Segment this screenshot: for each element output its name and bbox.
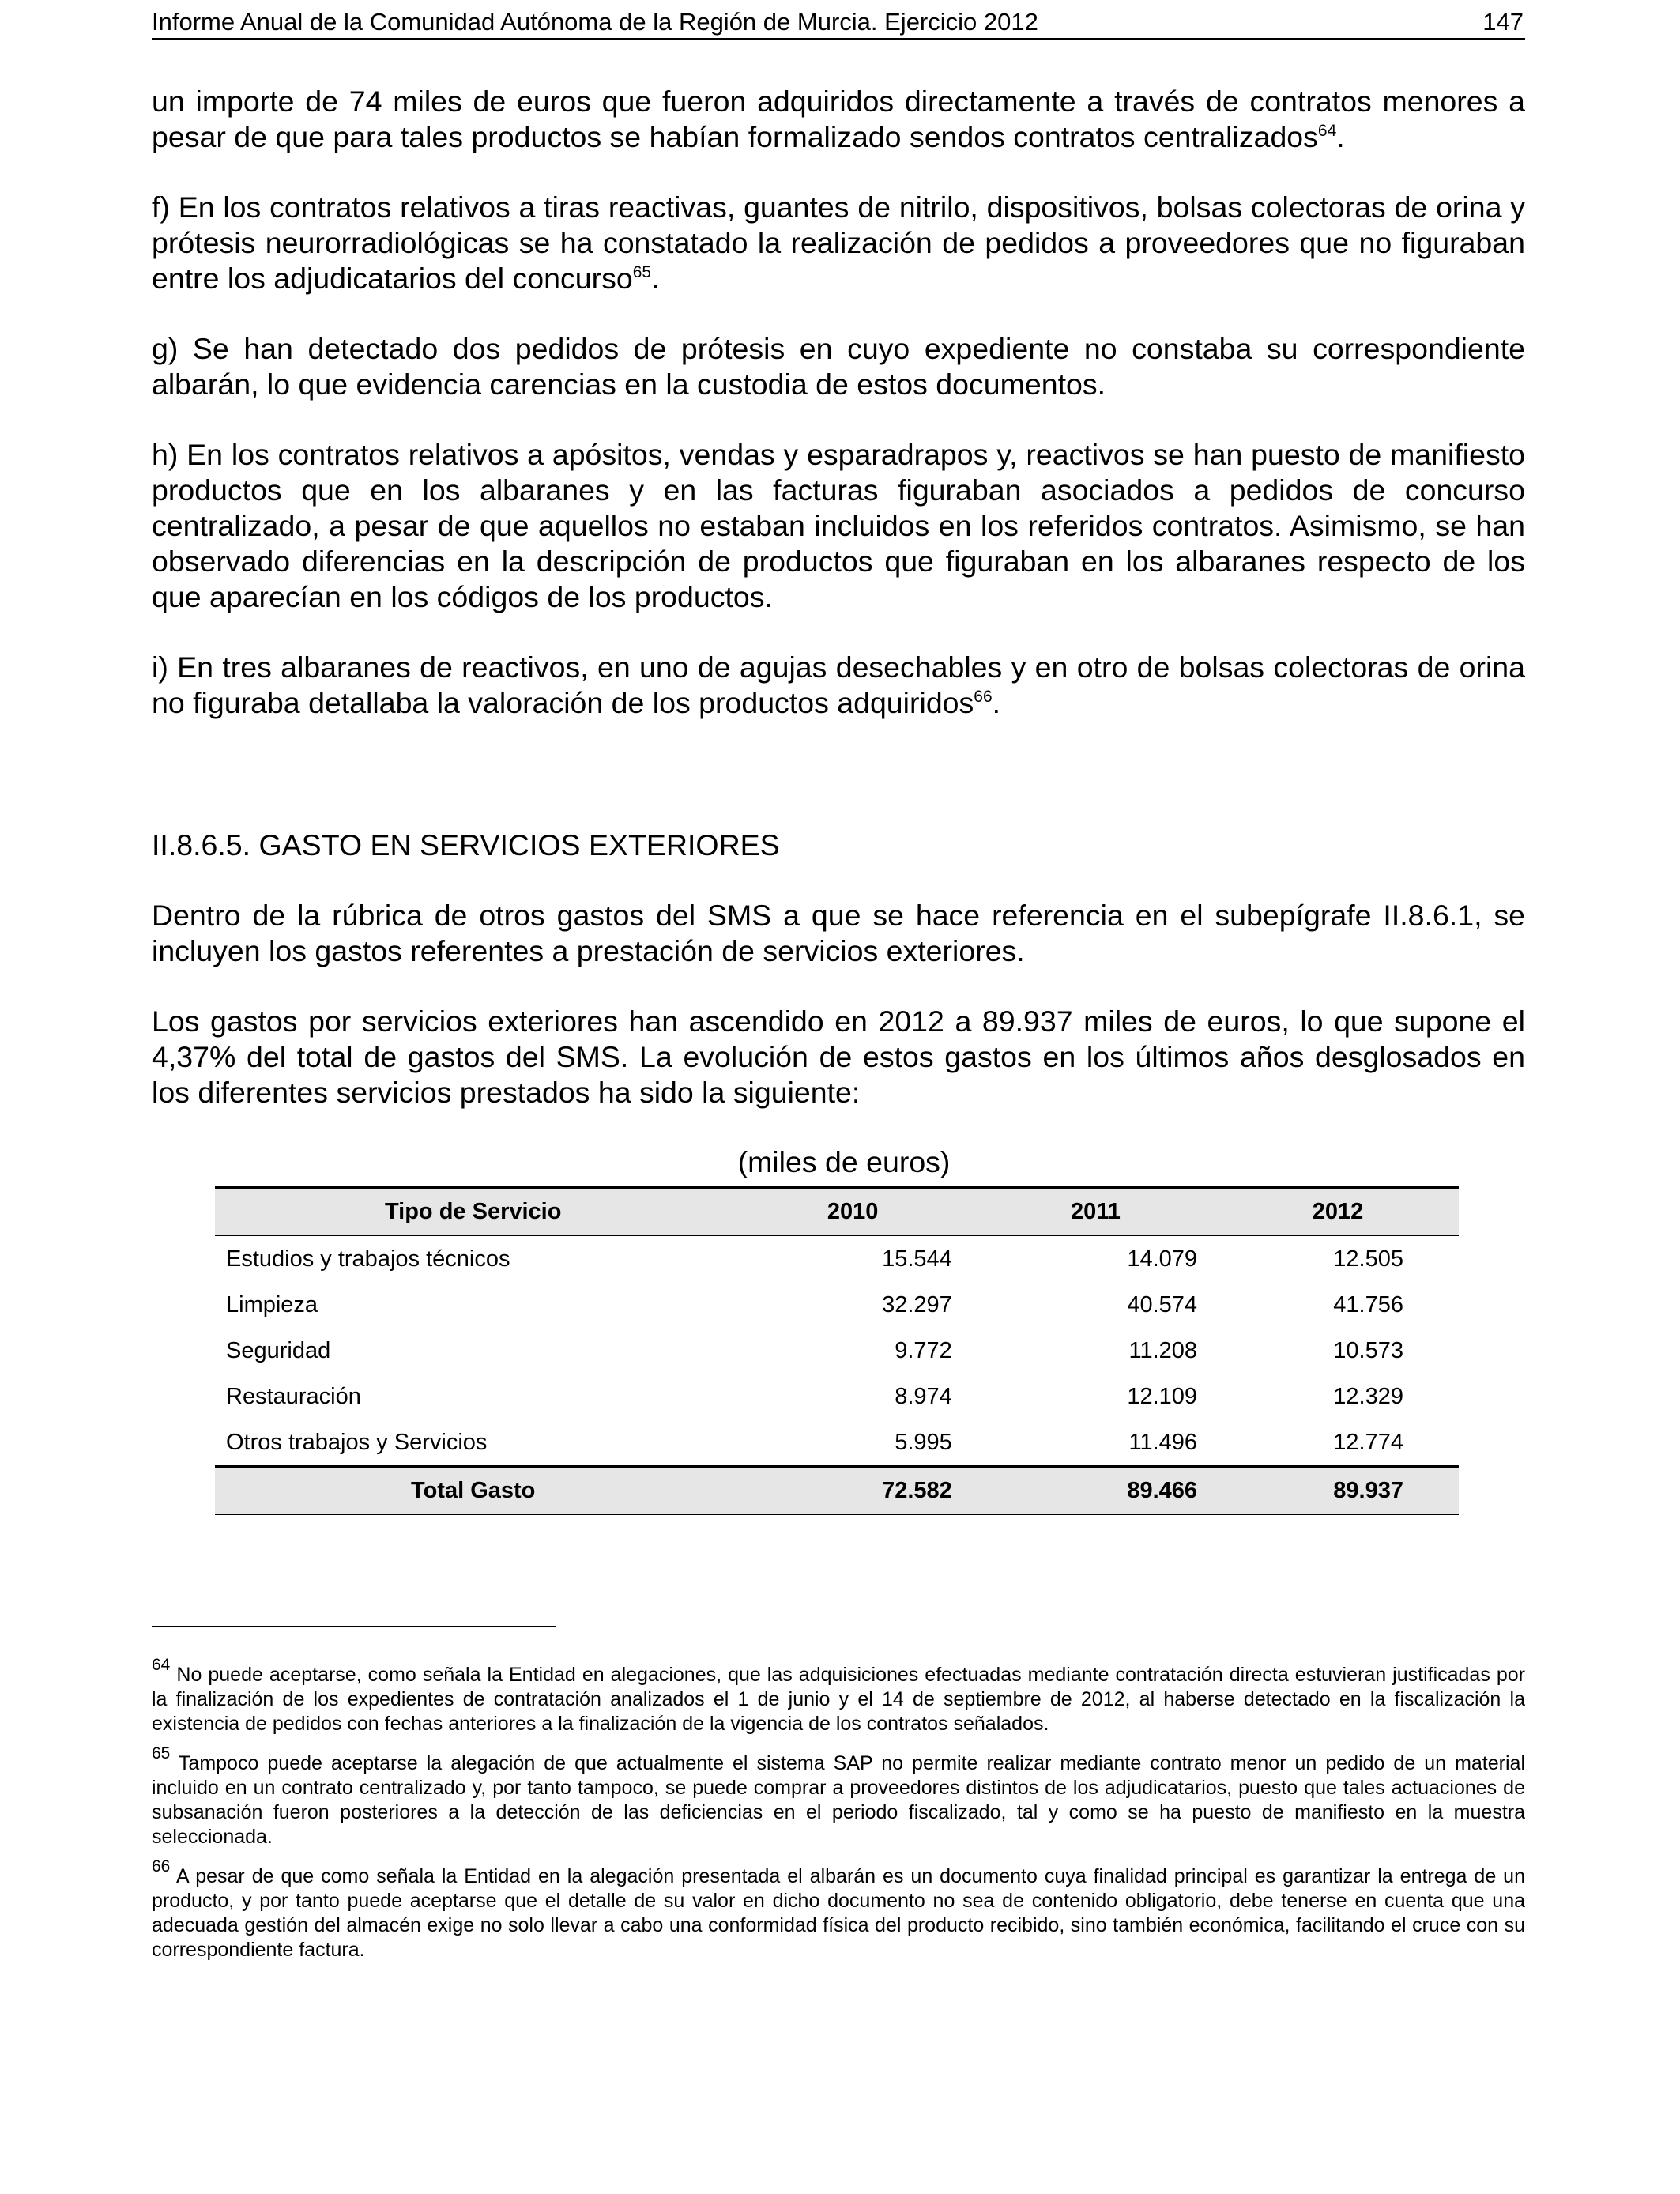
paragraph: Dentro de la rúbrica de otros gastos del SMS a que se hace referencia en el subepígrafe II.8.6.1, se incluyen los gastos referentes a prestación de servicios exteriores. bbox=[152, 899, 1525, 967]
cell-total-value: 72.582 bbox=[731, 1467, 974, 1515]
page-number: 147 bbox=[1482, 8, 1524, 36]
header-cell: 2012 bbox=[1217, 1187, 1459, 1235]
header-cell: 2011 bbox=[974, 1187, 1217, 1235]
footnote: $^{65}$ Tampoco puede aceptarse la alegación de que actualmente el sistema SAP no permite realizar mediante contrato menor un pedido de un material incluido en un contrato centralizado y, por tanto tampoco, se puede comprar a proveedores distintos de los adjudicatarios, puesto que tales actuaciones de subsanación fueron posteriores a la detección de las deficiencias en el periodo fiscalizado, tal y como se ha puesto de manifiesto en la muestra seleccionada. bbox=[152, 1744, 1525, 1848]
footnote-ref[interactable]: 64 bbox=[1317, 122, 1337, 140]
cell-value: 12.329 bbox=[1333, 1383, 1403, 1409]
cell-value: 15.544 bbox=[882, 1246, 952, 1272]
table-total-row bbox=[215, 1467, 1459, 1515]
cell-value: 12.109 bbox=[1127, 1383, 1198, 1409]
table-row bbox=[215, 1419, 1459, 1467]
cell-value: 9.772 bbox=[895, 1337, 952, 1363]
table-caption: (miles de euros) bbox=[737, 1145, 951, 1178]
cell-service: Estudios y trabajos técnicos bbox=[226, 1246, 510, 1272]
services-table bbox=[215, 1186, 1459, 1515]
footnote-number: 66 bbox=[152, 1857, 171, 1875]
table-row bbox=[215, 1282, 1459, 1328]
cell-value: 40.574 bbox=[1127, 1291, 1198, 1318]
cell-total-value: 89.466 bbox=[974, 1467, 1217, 1515]
paragraph: f) En los contratos relativos a tiras reactivas, guantes de nitrilo, dispositivos, bolsas colectoras de orina y prótesis neurorradiológicas se ha constatado la realización de pedidos a proveedores que no figuraban entre los adjudicatarios del concurso$^{65}$. bbox=[152, 190, 1525, 295]
cell-total-label: Total Gasto bbox=[215, 1467, 731, 1515]
cell-service: Otros trabajos y Servicios bbox=[226, 1429, 488, 1455]
cell-total-value: 89.937 bbox=[1217, 1467, 1459, 1515]
paragraph: un importe de 74 miles de euros que fueron adquiridos directamente a través de contratos menores a pesar de que para tales productos se habían formalizado sendos contratos centralizados$^{64}$. bbox=[152, 85, 1525, 153]
cell-value: 32.297 bbox=[882, 1291, 952, 1318]
cell-value: 12.774 bbox=[1333, 1429, 1403, 1455]
cell-value: 11.496 bbox=[1128, 1429, 1198, 1455]
paragraph: h) En los contratos relativos a apósitos, vendas y esparadrapos y, reactivos se han puesto de manifiesto productos que en los albaranes y en las facturas figuraban asociados a pedidos de concurso centralizado, a pesar de que aquellos no estaban incluidos en los referidos contratos. Asimismo, se han observado diferencias en la descripción de productos que figuraban en los albaranes respecto de los que aparecían en los códigos de los productos. bbox=[152, 438, 1525, 613]
table-row bbox=[215, 1328, 1459, 1374]
cell-service: Seguridad bbox=[226, 1337, 331, 1363]
header-title: Informe Anual de la Comunidad Autónoma de la Región de Murcia. Ejercicio 2012 bbox=[152, 8, 1038, 36]
footnote-ref[interactable]: 66 bbox=[974, 688, 993, 706]
footnote-number: 64 bbox=[152, 1656, 171, 1674]
footnote: $^{66}$ A pesar de que como señala la Entidad en la alegación presentada el albarán es un documento cuya finalidad principal es garantizar la entrega de un producto, y por tanto puede aceptarse que el detalle de su valor en dicho documento no sea de contenido obligatorio, debe tenerse en cuenta que una adecuada gestión del almacén exige no solo llevar a cabo una conformidad física del producto recibido, sino también económica, facilitando el cruce con su correspondiente factura. bbox=[152, 1857, 1525, 1961]
section-title: II.8.6.5. GASTO EN SERVICIOS EXTERIORES bbox=[152, 828, 780, 861]
cell-value: 8.974 bbox=[895, 1383, 952, 1409]
footnotes bbox=[152, 1656, 1525, 1962]
header-cell: 2010 bbox=[731, 1187, 974, 1235]
main-text bbox=[152, 84, 1525, 1180]
table-row bbox=[215, 1235, 1459, 1282]
table-header-row bbox=[215, 1187, 1459, 1235]
cell-value: 14.079 bbox=[1127, 1246, 1198, 1272]
paragraph: g) Se han detectado dos pedidos de prótesis en cuyo expediente no constaba su correspondiente albarán, lo que evidencia carencias en la custodia de estos documentos. bbox=[152, 332, 1525, 401]
paragraph: Los gastos por servicios exteriores han ascendido en 2012 a 89.937 miles de euros, lo que supone el 4,37% del total de gastos del SMS. La evolución de estos gastos en los últimos años desglosados en los diferentes servicios prestados ha sido la siguiente: bbox=[152, 1005, 1525, 1109]
page-header bbox=[152, 6, 1525, 40]
cell-value: 10.573 bbox=[1333, 1337, 1403, 1363]
footnote-separator bbox=[152, 1626, 556, 1627]
table-row bbox=[215, 1374, 1459, 1419]
footnote: $^{64}$ No puede aceptarse, como señala la Entidad en alegaciones, que las adquisiciones efectuadas mediante contratación directa estuvieran justificadas por la finalización de los expedientes de contratación analizados el 1 de junio y el 14 de septiembre de 2012, al haberse detectado en la fiscalización la existencia de pedidos con fechas anteriores a la finalización de la vigencia de los contratos señalados. bbox=[152, 1656, 1525, 1735]
cell-value: 5.995 bbox=[895, 1429, 952, 1455]
paragraph: i) En tres albaranes de reactivos, en uno de agujas desechables y en otro de bolsas colectoras de orina no figuraba detallaba la valoración de los productos adquiridos$^{66}$. bbox=[152, 650, 1525, 719]
footnote-ref[interactable]: 65 bbox=[632, 263, 652, 281]
cell-value: 12.505 bbox=[1333, 1246, 1403, 1272]
cell-service: Limpieza bbox=[226, 1291, 318, 1318]
cell-service: Restauración bbox=[226, 1383, 361, 1409]
cell-value: 41.756 bbox=[1333, 1291, 1403, 1318]
footnote-number: 65 bbox=[152, 1744, 171, 1762]
cell-value: 11.208 bbox=[1128, 1337, 1198, 1363]
header-cell: Tipo de Servicio bbox=[215, 1187, 731, 1235]
